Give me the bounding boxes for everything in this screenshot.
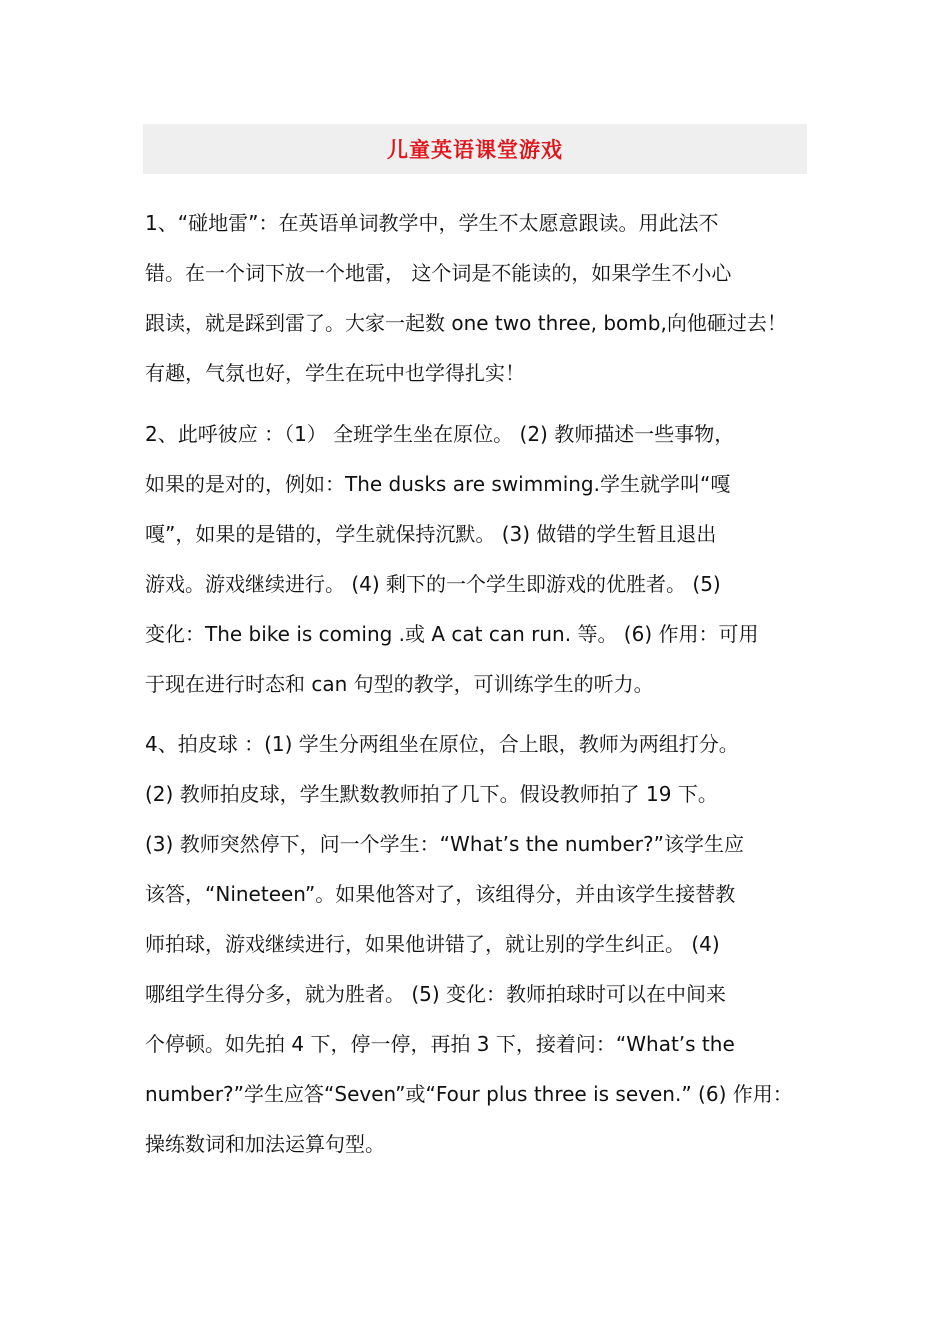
- title-banner: [143, 124, 807, 174]
- paragraph-line: 哪组学生得分多，就为胜者。 (5) 变化：教师拍球时可以在中间来: [145, 982, 727, 1006]
- paragraph-game-4: [145, 719, 825, 1169]
- paragraph-line: 跟读，就是踩到雷了。大家一起数 one two three, bomb,向他砸过去！: [145, 311, 787, 335]
- paragraph-line: 该答，“Nineteen”。如果他答对了，该组得分，并由该学生接替教: [145, 882, 736, 906]
- paragraph-line: 游戏。游戏继续进行。 (4) 剩下的一个学生即游戏的优胜者。 (5): [145, 572, 721, 596]
- paragraph-line: 如果的是对的，例如：The dusks are swimming.学生就学叫“嘎: [145, 472, 731, 496]
- paragraph-line: 错。在一个词下放一个地雷， 这个词是不能读的，如果学生不小心: [145, 261, 732, 285]
- paragraph-line: 1、“碰地雷”：在英语单词教学中，学生不太愿意跟读。用此法不: [145, 211, 719, 235]
- paragraph-line: 师拍球，游戏继续进行，如果他讲错了，就让别的学生纠正。 (4): [145, 932, 720, 956]
- paragraph-line: 嘎”，如果的是错的，学生就保持沉默。 (3) 做错的学生暂且退出: [145, 522, 717, 546]
- document-title: 儿童英语课堂游戏: [387, 137, 563, 162]
- paragraph-line: 变化：The bike is coming .或 A cat can run. 等。 (6) 作用：可用: [145, 622, 759, 646]
- paragraph-line: 于现在进行时态和 can 句型的教学，可训练学生的听力。: [145, 672, 654, 696]
- paragraph-game-1: [145, 198, 825, 398]
- paragraph-line: number?”学生应答“Seven”或“Four plus three is seven.” (6) 作用：: [145, 1082, 793, 1106]
- paragraph-game-2: [145, 409, 825, 709]
- paragraph-line: 有趣，气氛也好，学生在玩中也学得扎实！: [145, 361, 525, 385]
- paragraph-line: 操练数词和加法运算句型。: [145, 1132, 385, 1156]
- paragraph-line: (2) 教师拍皮球，学生默数教师拍了几下。假设教师拍了 19 下。: [145, 782, 718, 806]
- paragraph-line: 个停顿。如先拍 4 下，停一停，再拍 3 下，接着问：“What’s the: [145, 1032, 735, 1056]
- paragraph-line: (3) 教师突然停下，问一个学生：“What’s the number?”该学生应: [145, 832, 744, 856]
- paragraph-line: 2、此呼彼应 ：（1） 全班学生坐在原位。 (2) 教师描述一些事物，: [145, 422, 735, 446]
- paragraph-line: 4、拍皮球 ：(1) 学生分两组坐在原位，合上眼，教师为两组打分。: [145, 732, 739, 756]
